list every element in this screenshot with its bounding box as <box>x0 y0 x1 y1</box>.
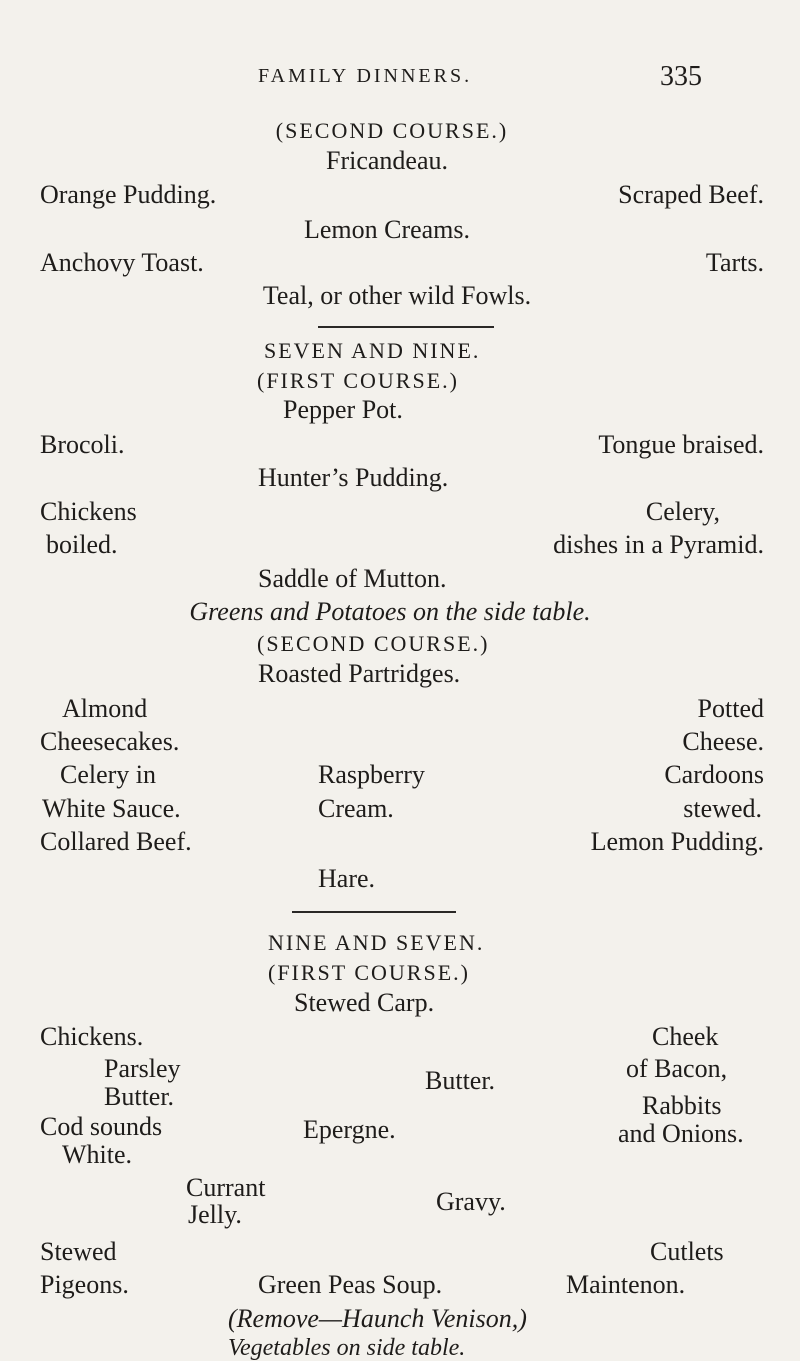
dish-potted: Potted <box>697 694 764 723</box>
dish-collared-beef: Collared Beef. <box>40 827 192 856</box>
dish-scraped-beef: Scraped Beef. <box>618 180 764 209</box>
dish-anchovy-toast: Anchovy Toast. <box>40 248 204 277</box>
dish-raspberry: Raspberry <box>318 760 425 789</box>
course-heading: (SECOND COURSE.) <box>257 631 490 656</box>
dish-cutlets: Cutlets <box>650 1237 724 1266</box>
dish-white-sauce: White Sauce. <box>42 794 181 823</box>
dish-stewed-carp: Stewed Carp. <box>294 988 435 1017</box>
dish-almond: Almond <box>62 694 148 723</box>
course-heading: (SECOND COURSE.) <box>275 118 509 143</box>
dish-stewed: Stewed <box>40 1237 117 1266</box>
dish-butter-center: Butter. <box>425 1066 496 1095</box>
dish-cream: Cream. <box>318 794 394 823</box>
dish-cheesecakes: Cheesecakes. <box>40 727 180 756</box>
dish-cardoons: Cardoons <box>664 760 764 789</box>
dish-pepper-pot: Pepper Pot. <box>283 395 403 424</box>
dish-gravy: Gravy. <box>436 1187 506 1216</box>
page-number: 335 <box>660 61 702 92</box>
dish-butter-side: Butter. <box>104 1082 175 1111</box>
dish-saddle: Saddle of Mutton. <box>258 564 447 593</box>
dish-pigeons: Pigeons. <box>40 1270 129 1299</box>
dish-celery-in: Celery in <box>60 760 157 789</box>
dish-cheese: Cheese. <box>682 727 764 756</box>
dish-partridges: Roasted Partridges. <box>258 659 461 688</box>
dish-rabbits: Rabbits <box>642 1091 722 1120</box>
section-heading: SEVEN AND NINE. <box>264 338 481 363</box>
dish-hare: Hare. <box>318 864 376 893</box>
dish-lemon-creams: Lemon Creams. <box>303 215 471 244</box>
dish-parsley: Parsley <box>104 1054 181 1083</box>
dish-tarts: Tarts. <box>705 248 764 277</box>
dish-teal: Teal, or other wild Fowls. <box>262 281 532 310</box>
dish-epergne: Epergne. <box>303 1115 396 1144</box>
dish-fricandeau: Fricandeau. <box>325 146 449 175</box>
dish-jelly: Jelly. <box>188 1200 242 1229</box>
dish-orange-pudding: Orange Pudding. <box>40 180 217 209</box>
dish-cod-sounds: Cod sounds <box>40 1112 163 1141</box>
course-heading: (FIRST COURSE.) <box>257 368 459 393</box>
dish-green-peas-soup: Green Peas Soup. <box>258 1270 443 1299</box>
dish-stewed: stewed. <box>683 794 762 823</box>
dish-chickens: Chickens <box>40 497 137 526</box>
dish-white: White. <box>62 1140 133 1169</box>
section-divider <box>292 911 456 913</box>
dish-brocoli: Brocoli. <box>40 430 125 459</box>
section-heading: NINE AND SEVEN. <box>268 930 485 955</box>
dish-hunters-pudding: Hunter’s Pudding. <box>258 463 449 492</box>
section-divider <box>318 326 494 328</box>
course-heading: (FIRST COURSE.) <box>268 960 470 985</box>
running-title: FAMILY DINNERS. <box>258 65 473 87</box>
dish-chickens: Chickens. <box>40 1022 144 1051</box>
dish-and-onions: and Onions. <box>618 1119 744 1148</box>
dish-of-bacon: of Bacon, <box>626 1054 728 1083</box>
dish-boiled: boiled. <box>46 530 118 559</box>
dish-cheek: Cheek <box>652 1022 719 1051</box>
note-greens: Greens and Potatoes on the side table. <box>189 597 591 626</box>
dish-tongue-braised: Tongue braised. <box>598 430 764 459</box>
note-remove: (Remove—Haunch Venison,) <box>228 1304 527 1333</box>
dish-maintenon: Maintenon. <box>566 1270 686 1299</box>
dish-pyramid: dishes in a Pyramid. <box>553 530 764 559</box>
dish-lemon-pudding: Lemon Pudding. <box>590 827 764 856</box>
note-vegetables: Vegetables on side table. <box>228 1335 466 1361</box>
dish-currant: Currant <box>186 1173 266 1202</box>
dish-celery: Celery, <box>645 497 720 526</box>
